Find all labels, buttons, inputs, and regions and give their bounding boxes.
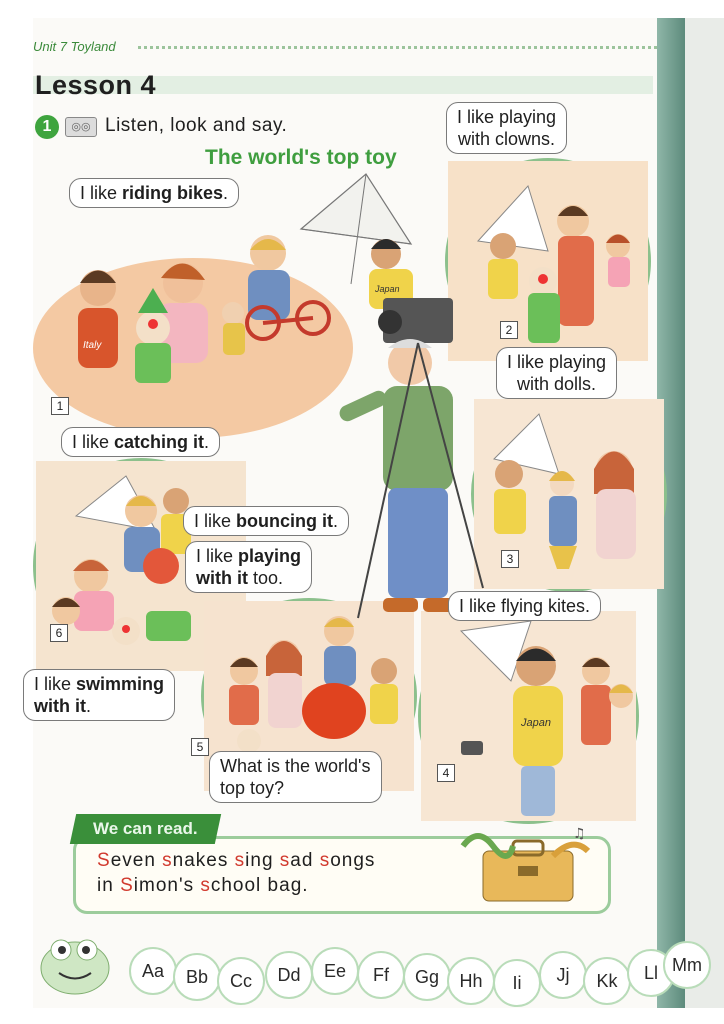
bubble-text: I like [80, 183, 123, 203]
unit-header: Unit 7 Toyland [33, 39, 116, 54]
cameraman-illustration [298, 288, 488, 638]
highlighted-letter: s [234, 850, 246, 871]
highlighted-letter: S [120, 875, 134, 896]
we-can-read-tag [70, 814, 221, 844]
speech-bubble-clowns [446, 102, 567, 154]
bubble-text: I like [196, 546, 239, 566]
speech-bubble-flying-kites [448, 591, 601, 621]
audio-cassette-icon[interactable]: ◎◎ [65, 117, 97, 137]
speech-bubble-playing-with-it [185, 541, 312, 593]
frog-mascot-icon [35, 918, 115, 998]
scene-5-number: 5 [191, 738, 209, 756]
speech-bubble-bouncing [183, 506, 349, 536]
alphabet-letter-ee: Ee [311, 947, 359, 995]
bubble-line-1: I like playing [457, 107, 557, 127]
bubble-bold-text: bouncing it [236, 511, 333, 531]
scene-4-art [421, 611, 636, 821]
alphabet-strip [33, 923, 702, 1008]
exercise-number: 1 [35, 115, 59, 139]
speech-bubble-catching [61, 427, 220, 457]
alphabet-letter-gg: Gg [403, 953, 451, 1001]
japan-shirt-text-top: Japan [375, 284, 400, 294]
alphabet-letter-ff: Ff [357, 951, 405, 999]
highlighted-letter: s [162, 850, 173, 871]
music-notes-icon: ♫ [573, 826, 586, 842]
bubble-text: I like [72, 432, 115, 452]
bubble-bold-text: catching it [114, 432, 205, 452]
scene-2-number: 2 [500, 321, 518, 339]
bubble-text: I like [194, 511, 237, 531]
alphabet-letter-hh: Hh [447, 957, 495, 1005]
twister-text: even [110, 850, 163, 871]
scene-3-number: 3 [501, 550, 519, 568]
bubble-line-2: with clowns. [458, 129, 556, 149]
lesson-title: Lesson 4 [35, 70, 157, 100]
alphabet-letter-mm: Mm [663, 941, 711, 989]
bubble-text-end: . [204, 432, 210, 452]
scene-4-illustration [418, 608, 639, 824]
twister-text: nakes [172, 850, 235, 871]
next-page-edge [685, 18, 724, 1008]
exercise-instruction: Listen, look and say. [105, 115, 288, 136]
twister-text: in [97, 875, 121, 896]
bubble-text: I like [34, 674, 77, 694]
alphabet-letter-jj: Jj [539, 951, 587, 999]
twister-text: imon's [133, 875, 201, 896]
speech-bubble-top-toy [209, 751, 382, 803]
twister-text: ing [245, 850, 280, 871]
bubble-bold-text: riding bikes [122, 183, 224, 203]
bubble-line-1: What is the world's [220, 756, 371, 776]
bubble-text-end: too. [248, 568, 284, 588]
alphabet-letter-dd: Dd [265, 951, 313, 999]
bubble-bold-text: swimming [76, 674, 165, 694]
twister-text: ongs [330, 850, 376, 871]
scene-1-number: 1 [51, 397, 69, 415]
bubble-bold-text-2: with it [34, 696, 86, 716]
alphabet-letter-bb: Bb [173, 953, 221, 1001]
we-can-read-label: We can read. [93, 819, 198, 838]
textbook-page [33, 18, 702, 1008]
highlighted-letter: s [200, 875, 211, 896]
bubble-text-end: . [333, 511, 339, 531]
speech-bubble-dolls [496, 347, 617, 399]
bubble-line-2: top toy? [220, 778, 285, 798]
alphabet-letter-cc: Cc [217, 957, 265, 1005]
alphabet-letter-ii: Ii [493, 959, 541, 1007]
japan-shirt-text: Japan [521, 717, 551, 729]
bubble-line-2: with dolls. [517, 374, 597, 394]
scene-4-number: 4 [437, 764, 455, 782]
alphabet-letter-aa: Aa [129, 947, 177, 995]
bubble-line-1: I like playing [507, 352, 607, 372]
bubble-text-end: . [86, 696, 92, 716]
bubble-bold-text-2: with it [196, 568, 248, 588]
bubble-bold-text: playing [238, 546, 302, 566]
highlighted-letter: s [319, 850, 331, 871]
alphabet-letter-kk: Kk [583, 957, 631, 1005]
speech-bubble-riding-bikes [69, 178, 239, 208]
bubble-text-end: . [223, 183, 229, 203]
bubble-text: I like flying kites. [459, 596, 591, 616]
school-bag-snakes-illustration [453, 826, 603, 906]
twister-text: ad [290, 850, 320, 871]
alphabet-letter-ll: Ll [627, 949, 675, 997]
italy-shirt-text: Italy [83, 340, 102, 351]
header-dotted-rule [138, 46, 663, 49]
highlighted-letter: s [279, 850, 291, 871]
highlighted-letter: S [97, 850, 111, 871]
twister-text: chool bag. [210, 875, 309, 896]
tongue-twister-line-1 [97, 850, 375, 872]
tongue-twister-line-2 [97, 875, 309, 897]
exercise-title: The world's top toy [205, 146, 397, 169]
speech-bubble-swimming [23, 669, 175, 721]
scene-6-number: 6 [50, 624, 68, 642]
